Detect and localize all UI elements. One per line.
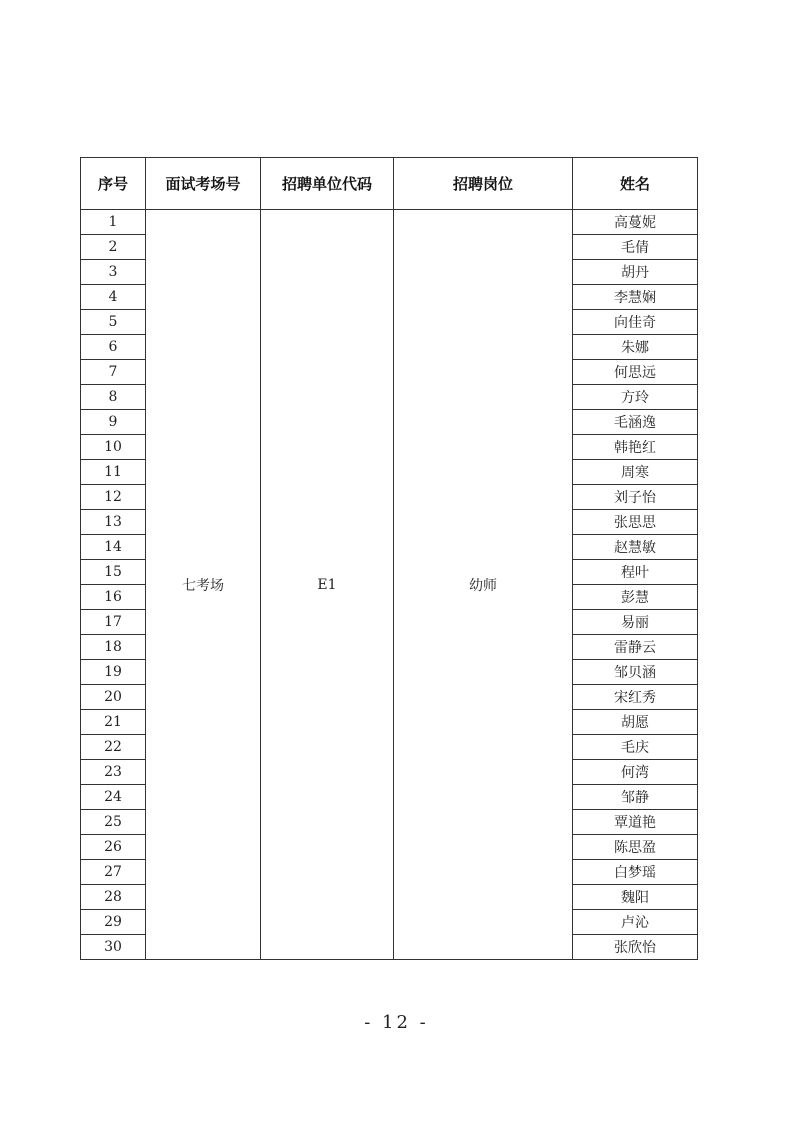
cell-name: 赵慧敏 (573, 535, 698, 560)
cell-serial: 30 (81, 935, 146, 960)
cell-name: 朱娜 (573, 335, 698, 360)
cell-serial: 24 (81, 785, 146, 810)
cell-name: 张欣怡 (573, 935, 698, 960)
cell-name: 方玲 (573, 385, 698, 410)
cell-serial: 27 (81, 860, 146, 885)
cell-serial: 19 (81, 660, 146, 685)
table-body (81, 210, 698, 960)
cell-serial: 2 (81, 235, 146, 260)
cell-serial: 17 (81, 610, 146, 635)
cell-name: 毛倩 (573, 235, 698, 260)
cell-serial: 8 (81, 385, 146, 410)
cell-serial: 21 (81, 710, 146, 735)
cell-name: 胡愿 (573, 710, 698, 735)
header-name: 姓名 (573, 158, 698, 210)
cell-serial: 22 (81, 735, 146, 760)
cell-position: 幼师 (394, 210, 573, 960)
cell-name: 雷静云 (573, 635, 698, 660)
cell-name: 覃道艳 (573, 810, 698, 835)
cell-name: 高蔓妮 (573, 210, 698, 235)
cell-name: 胡丹 (573, 260, 698, 285)
cell-serial: 12 (81, 485, 146, 510)
table-header-row (81, 158, 698, 210)
cell-name: 彭慧 (573, 585, 698, 610)
cell-name: 宋红秀 (573, 685, 698, 710)
cell-serial: 23 (81, 760, 146, 785)
cell-serial: 10 (81, 435, 146, 460)
cell-serial: 6 (81, 335, 146, 360)
header-serial: 序号 (81, 158, 146, 210)
cell-name: 邹静 (573, 785, 698, 810)
cell-name: 白梦瑶 (573, 860, 698, 885)
table-row (81, 210, 698, 235)
cell-serial: 25 (81, 810, 146, 835)
cell-serial: 4 (81, 285, 146, 310)
cell-name: 何湾 (573, 760, 698, 785)
cell-name: 邹贝涵 (573, 660, 698, 685)
cell-serial: 3 (81, 260, 146, 285)
cell-serial: 13 (81, 510, 146, 535)
page-number: - 12 - (364, 1012, 429, 1033)
cell-serial: 28 (81, 885, 146, 910)
cell-name: 张思思 (573, 510, 698, 535)
cell-serial: 15 (81, 560, 146, 585)
cell-name: 何思远 (573, 360, 698, 385)
cell-serial: 9 (81, 410, 146, 435)
cell-name: 李慧娴 (573, 285, 698, 310)
header-position: 招聘岗位 (394, 158, 573, 210)
cell-serial: 29 (81, 910, 146, 935)
cell-serial: 26 (81, 835, 146, 860)
cell-serial: 7 (81, 360, 146, 385)
cell-name: 向佳奇 (573, 310, 698, 335)
cell-name: 周寒 (573, 460, 698, 485)
cell-serial: 5 (81, 310, 146, 335)
cell-serial: 18 (81, 635, 146, 660)
cell-room: 七考场 (146, 210, 261, 960)
header-unit-code: 招聘单位代码 (261, 158, 394, 210)
cell-serial: 1 (81, 210, 146, 235)
candidate-table (80, 157, 698, 960)
cell-name: 陈思盈 (573, 835, 698, 860)
cell-name: 易丽 (573, 610, 698, 635)
cell-serial: 16 (81, 585, 146, 610)
header-room: 面试考场号 (146, 158, 261, 210)
cell-serial: 14 (81, 535, 146, 560)
cell-name: 毛涵逸 (573, 410, 698, 435)
cell-name: 韩艳红 (573, 435, 698, 460)
cell-name: 卢沁 (573, 910, 698, 935)
cell-serial: 20 (81, 685, 146, 710)
cell-serial: 11 (81, 460, 146, 485)
cell-name: 程叶 (573, 560, 698, 585)
cell-name: 魏阳 (573, 885, 698, 910)
cell-unit-code: E1 (261, 210, 394, 960)
cell-name: 刘子怡 (573, 485, 698, 510)
cell-name: 毛庆 (573, 735, 698, 760)
